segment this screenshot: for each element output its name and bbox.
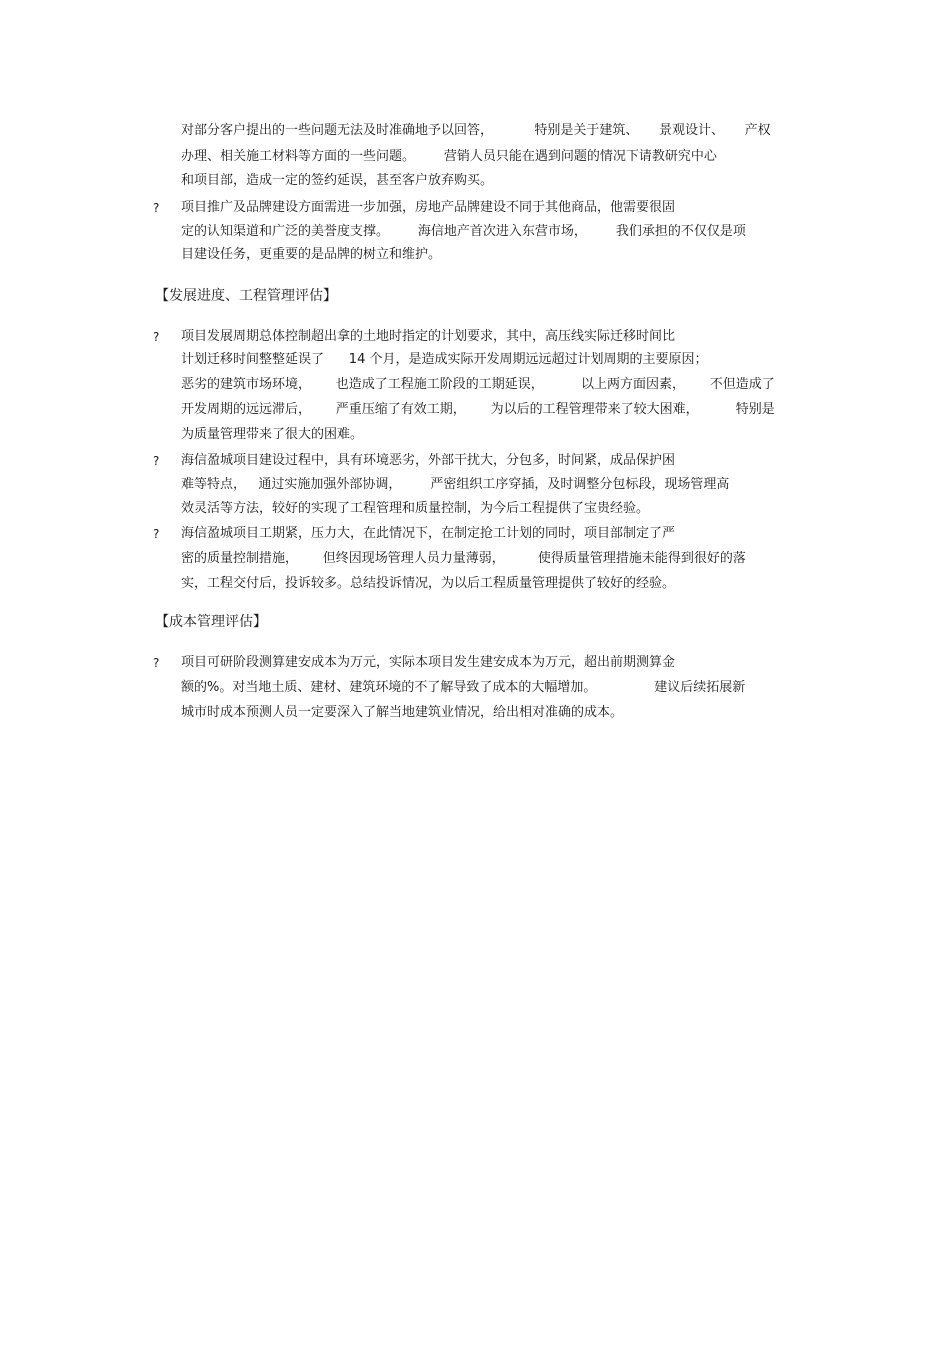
section-heading-cost: 【成本管理评估】 (155, 614, 267, 630)
bullet-marker: ? (153, 656, 160, 670)
list-item-line: 海信盈城项目建设过程中，具有环境恶劣，外部干扰大，分包多，时间紧，成品保护困 (181, 453, 676, 468)
list-item-line: 开发周期的远远滞后， 严重压缩了有效工期， 为以后的工程管理带来了较大困难， 特别是 (181, 402, 775, 417)
paragraph-line: 办理、相关施工材料等方面的一些问题。 营销人员只能在遇到问题的情况下请教研究中心 (181, 149, 717, 164)
list-item-line: 城市时成本预测人员一定要深入了解当地建筑业情况，给出相对准确的成本。 (181, 705, 624, 720)
list-item-line: 项目推广及品牌建设方面需进一步加强，房地产品牌建设不同于其他商品，他需要很固 (181, 200, 676, 215)
list-item-line: 密的质量控制措施， 但终因现场管理人员力量薄弱， 使得质量管理措施未能得到很好的落 (181, 551, 746, 566)
section-heading-progress: 【发展进度、工程管理评估】 (155, 288, 337, 304)
paragraph-line: 对部分客户提出的一些问题无法及时准确地予以回答， 特别是关于建筑、 景观设计、 产权 (181, 123, 771, 138)
list-item-line: 实，工程交付后，投诉较多。总结投诉情况，为以后工程质量管理提供了较好的经验。 (181, 576, 676, 591)
list-item-line: 项目发展周期总体控制超出拿的土地时指定的计划要求，其中，高压线实际迁移时间比 (181, 329, 676, 344)
list-item-line: 效灵活等方法，较好的实现了工程管理和质量控制，为今后工程提供了宝贵经验。 (181, 501, 650, 516)
list-item-line: 目建设任务，更重要的是品牌的树立和维护。 (181, 247, 442, 262)
list-item-line: 定的认知渠道和广泛的美誉度支撑。 海信地产首次进入东营市场， 我们承担的不仅仅是项 (181, 224, 746, 239)
bullet-marker: ? (153, 330, 160, 344)
bullet-marker: ? (153, 201, 160, 215)
bullet-marker: ? (153, 454, 160, 468)
list-item-line: 额的%。对当地土质、建材、建筑环境的不了解导致了成本的大幅增加。 建议后续拓展新 (181, 680, 746, 695)
list-item-line: 为质量管理带来了很大的困难。 (181, 427, 364, 442)
paragraph-line: 和项目部，造成一定的签约延误，甚至客户放弃购买。 (181, 173, 494, 188)
list-item-line: 海信盈城项目工期紧，压力大，在此情况下，在制定抢工计划的同时，项目部制定了严 (181, 526, 676, 541)
bullet-marker: ? (153, 527, 160, 541)
list-item-line: 恶劣的建筑市场环境， 也造成了工程施工阶段的工期延误， 以上两方面因素， 不但造成了 (181, 377, 775, 392)
list-item-line: 计划迁移时间整整延误了 14 个月，是造成实际开发周期远远超过计划周期的主要原因； (181, 352, 708, 367)
list-item-line: 难等特点， 通过实施加强外部协调， 严密组织工序穿插，及时调整分包标段，现场管理高 (181, 477, 730, 492)
list-item-line: 项目可研阶段测算建安成本为万元，实际本项目发生建安成本为万元，超出前期测算金 (181, 655, 676, 670)
